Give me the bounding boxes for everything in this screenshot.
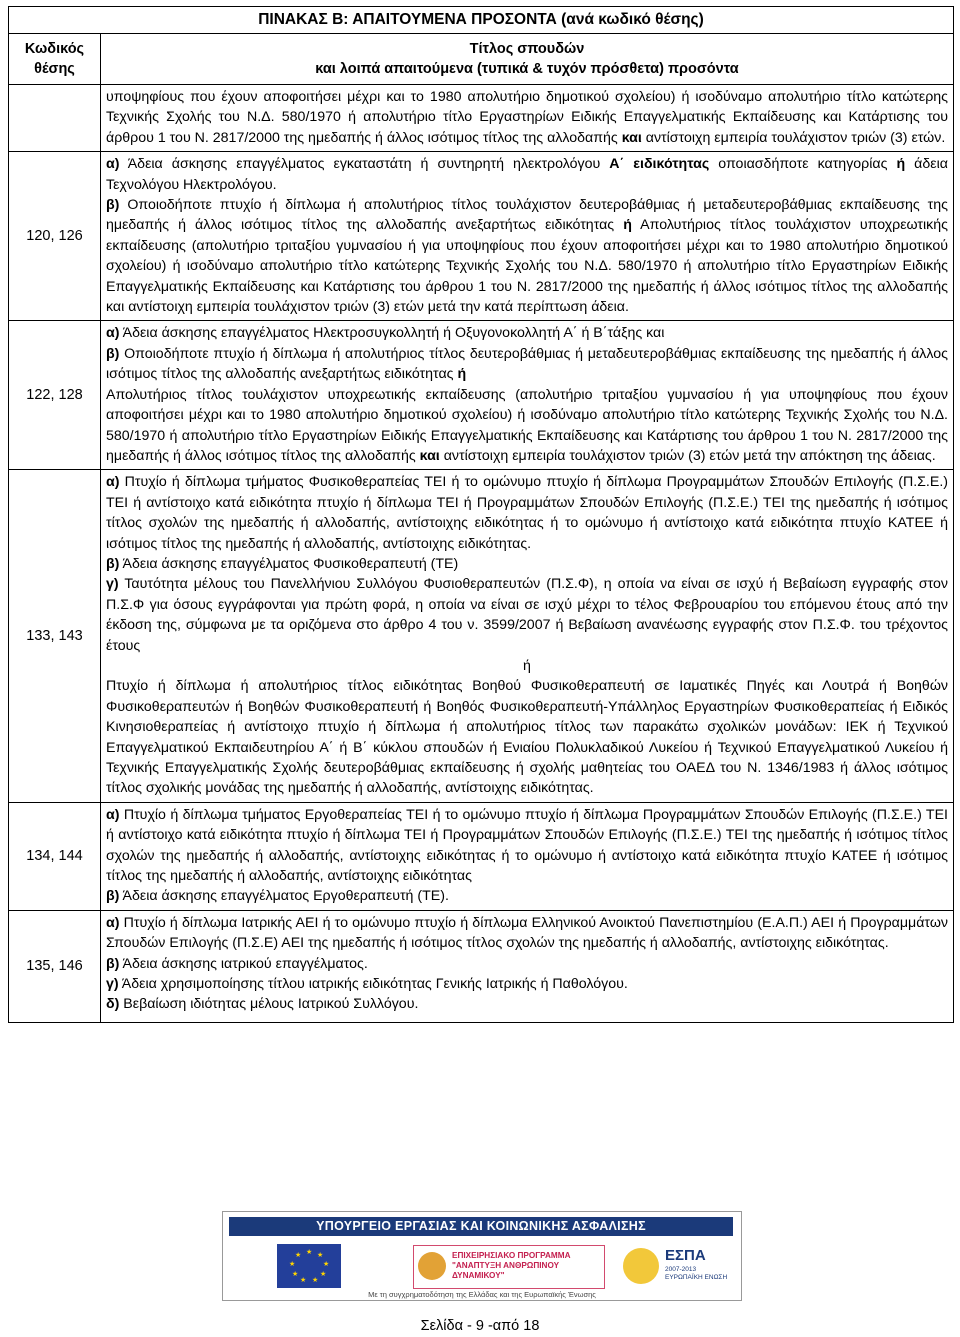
text-run-bold: ή xyxy=(623,217,632,234)
text-run: Άδεια άσκησης επαγγέλματος εγκαταστάτη ή συντηρητή ηλεκτρολόγου xyxy=(119,156,610,173)
text-run: Πτυχίο ή δίπλωμα τμήματος Εργοθεραπείας ΤΕΙ ή το ομώνυμο πτυχίο ή δίπλωμα Προγραμμάτων Σπουδών Επιλογής (Π.Σ.Ε.) ΤΕΙ ή αντίστοιχο κατά ειδικότητα πτυχίο ή δίπλωμα ΤΕΙ ή Προγραμμάτων Σπουδών Επιλογής (Π.Σ.Ε.) ΤΕΙ της ημεδαπής ή ισότιμος τίτλος σχολών της ημεδαπής ή αλλοδαπής, αντίστοιχης ειδικότητας ή το ομώνυμο ή αντίστοιχο κατά ειδικότητα πτυχίο ΚΑΤΕΕ ή ισότιμος τίτλος της ημεδαπής ή αλλοδαπής, αντίστοιχης ειδικότητας xyxy=(106,806,948,885)
table-row xyxy=(9,910,954,1022)
table-row xyxy=(9,152,954,321)
program-name: ΕΠΙΧΕΙΡΗΣΙΑΚΟ ΠΡΟΓΡΑΜΜΑ "ΑΝΑΠΤΥΞΗ ΑΝΘΡΩΠΙΝΟΥ ΔΥΝΑΜΙΚΟΥ" xyxy=(452,1251,571,1280)
cofunding-note: Με τη συγχρηματοδότηση της Ελλάδας και της Ευρωπαϊκής Ένωσης xyxy=(368,1290,596,1299)
espa-subtitle: 2007-2013 ΕΥΡΩΠΑΪΚΗ ΕΝΩΣΗ xyxy=(665,1266,728,1281)
requirement-b xyxy=(106,886,948,906)
text-run: Οποιοδήποτε πτυχίο ή δίπλωμα ή απολυτήριος τίτλος τουλάχιστον δευτεροβάθμιας ή μεταδευτεροβάθμιας εκπαίδευσης της ημεδαπής ή άλλος ισότιμος τίτλος της αλλοδαπής ανεξαρτήτως ειδικότητας xyxy=(106,197,948,234)
espa-emblem-icon xyxy=(623,1248,659,1284)
or-separator: ή xyxy=(523,657,531,674)
item-marker: α) xyxy=(106,325,120,342)
item-marker: α) xyxy=(106,474,120,491)
table-title-row xyxy=(9,7,954,34)
position-code: 120, 126 xyxy=(9,152,101,321)
requirement-a xyxy=(106,154,948,195)
header-desc-cell xyxy=(101,34,954,85)
requirement-g xyxy=(106,974,948,994)
requirement-b xyxy=(106,954,948,974)
text-run-bold: και xyxy=(419,447,440,464)
table-row xyxy=(9,470,954,803)
text-run: Άδεια άσκησης επαγγέλματος Εργοθεραπευτή (ΤΕ). xyxy=(119,888,449,905)
text-run-bold: Α΄ ειδικότητας xyxy=(609,156,710,173)
page xyxy=(8,6,953,1023)
requirement-b xyxy=(106,554,948,574)
requirement-a xyxy=(106,323,948,343)
text-run: Ταυτότητα μέλους του Πανελλήνιου Συλλόγου Φυσιοθεραπευτών (Π.Σ.Φ), η οποία να είναι σε ισχύ ή Βεβαίωση εγγραφής στον Π.Σ.Φ για όσους εγγράφονται για πρώτη φορά, η οποία να είναι σε ισχύ μέχρι το τέλος Φεβρουαρίου του επόμενου έτους από την έκδοση της, σύμφωνα με τα οριζόμενα στο άρθρο 4 του ν. 3599/2007 ή Βεβαίωση ανανέωσης εγγραφής στον Π.Σ.Φ. του τρέχοντος έτους xyxy=(106,576,948,654)
requirements-text xyxy=(101,802,954,910)
espa-logo xyxy=(619,1244,729,1288)
position-code xyxy=(9,85,101,152)
item-marker: β) xyxy=(106,345,120,362)
table-row xyxy=(9,321,954,470)
text-run-bold: και xyxy=(621,129,642,146)
text-run: Άδεια άσκησης επαγγέλματος Φυσικοθεραπευτή (ΤΕ) xyxy=(119,555,459,572)
requirement-a xyxy=(106,805,948,887)
requirements-text xyxy=(101,85,954,152)
table-row xyxy=(9,85,954,152)
text-run: Άδεια άσκησης ιατρικού επαγγέλματος. xyxy=(119,955,368,972)
header-code-cell xyxy=(9,34,101,85)
requirement-a xyxy=(106,472,948,554)
text-run: Οποιοδήποτε πτυχίο ή δίπλωμα ή απολυτήριος τίτλος δευτεροβάθμιας ή μεταδευτεροβάθμιας εκπαίδευσης της ημεδαπής ή άλλος ισότιμος τίτλος της αλλοδαπής ανεξαρτήτως ειδικότητας xyxy=(106,345,948,383)
text-run-bold: ή xyxy=(457,366,467,383)
header-desc-line1: Τίτλος σπουδών xyxy=(469,41,585,57)
ministry-band: ΥΠΟΥΡΓΕΙΟ ΕΡΓΑΣΙΑΣ ΚΑΙ ΚΟΙΝΩΝΙΚΗΣ ΑΣΦΑΛΙΣΗΣ xyxy=(229,1217,733,1236)
text-run: υποψηφίους που έχουν αποφοιτήσει μέχρι και το 1980 απολυτήριο δημοτικού σχολείου) ή ισοδύναμο απολυτήριο τίτλο κατώτερης Τεχνικής Σχολής του Ν.Δ. 580/1970 ή απολυτήριο τίτλο Εργαστηρίων Ειδικής Επαγγελματικής Εκπαίδευσης και Κατάρτισης του άρθρου 1 του Ν. 2817/2000 της ημεδαπής ή άλλος ισότιμος τίτλος της αλλοδαπής xyxy=(106,89,948,146)
text-run: Πτυχίο ή δίπλωμα τμήματος Φυσικοθεραπείας ΤΕΙ ή το ομώνυμο πτυχίο ή δίπλωμα Προγραμμάτων Σπουδών Επιλογής (Π.Σ.Ε.) ΤΕΙ ή αντίστοιχο κατά ειδικότητα πτυχίο ή δίπλωμα ΤΕΙ ή Προγραμμάτων Σπουδών Επιλογής (Π.Σ.Ε.) ΤΕΙ της ημεδαπής ή ισότιμος τίτλος σχολών της ημεδαπής ή αλλοδαπής, αντίστοιχης ειδικότητας ή το ομώνυμο ή αντίστοιχο κατά ειδικότητα πτυχίο ΚΑΤΕΕ ή ισότιμος τίτλος της ημεδαπής ή αλλοδαπής, αντίστοιχης ειδικότητας. xyxy=(106,474,948,552)
item-marker: α) xyxy=(106,806,120,823)
table-row xyxy=(9,802,954,910)
item-marker: β) xyxy=(106,197,120,214)
item-marker: β) xyxy=(106,888,120,905)
item-marker: α) xyxy=(106,156,120,173)
position-code: 133, 143 xyxy=(9,470,101,803)
requirements-text xyxy=(101,910,954,1022)
item-marker: α) xyxy=(106,914,120,931)
header-code-line1: Κωδικός xyxy=(24,41,85,57)
text-run: Απολυτήριος τίτλος τουλάχιστον υποχρεωτικής εκπαίδευσης (απολυτήριο τριταξίου γυμνασίου ή για υποψηφίους που έχουν αποφοιτήσει μέχρι και το 1980 απολυτήριο δημοτικού σχολείου) ή ισοδύναμο απολυτήριο τίτλο κατώτερης Τεχνικής Σχολής του Ν.Δ. 580/1970 ή απολυτήριο τίτλο Εργαστηρίων Ειδικής Επαγγελματικής Εκπαίδευσης και Κατάρτισης του άρθρου 1 του Ν. 2817/2000 της ημεδαπής ή άλλος ισότιμος τίτλος της αλλοδαπής και αντίστοιχη εμπειρία τουλάχιστον τριών (3) ετών μετά την κατά περίπτωση άδεια. xyxy=(106,217,949,316)
eu-flag-icon: ★ ★ ★ ★ ★ ★ ★ ★ ★ xyxy=(277,1244,341,1288)
item-marker: γ) xyxy=(106,976,119,993)
requirement-d xyxy=(106,994,948,1014)
position-code: 122, 128 xyxy=(9,321,101,470)
position-code: 134, 144 xyxy=(9,802,101,910)
text-run: Απολυτήριος τίτλος τουλάχιστον υποχρεωτικής εκπαίδευσης (απολυτήριο τριταξίου γυμνασίου ή για υποψηφίους που έχουν αποφοιτήσει μέχρι και το 1980 απολυτήριο δημοτικού σχολείου) ή ισοδύναμο απολυτήριο τίτλο κατώτερης Τεχνικής Σχολής του Ν.Δ. 580/1970 ή απολυτήριο τίτλο Εργαστηρίων Ειδικής Επαγγελματικής Εκπαίδευσης και Κατάρτισης του άρθρου 1 του Ν. 2817/2000 της ημεδαπής ή άλλος ισότιμος τίτλος της αλλοδαπής xyxy=(106,386,948,464)
header-desc-line2: και λοιπά απαιτούμενα (τυπικά & τυχόν πρόσθετα) προσόντα xyxy=(315,61,739,77)
text-run: Πτυχίο ή δίπλωμα Ιατρικής ΑΕΙ ή το ομώνυμο πτυχίο ή δίπλωμα Ελληνικού Ανοικτού Πανεπιστημίου (Ε.Α.Π.) ΑΕΙ ή Προγραμμάτων Σπουδών Επιλογής (Π.Σ.Ε) ΑΕΙ της ημεδαπής ή ισότιμος τίτλος σχολών της ημεδαπής ή αλλοδαπής, αντίστοιχης ειδικότητας. xyxy=(106,914,948,952)
requirements-text xyxy=(101,152,954,321)
program-emblem-icon xyxy=(418,1252,446,1280)
page-number: Σελίδα - 9 -από 18 xyxy=(420,1318,540,1334)
item-marker: β) xyxy=(106,555,120,572)
text-run: Άδεια χρησιμοποίησης τίτλου ιατρικής ειδικότητας Γενικής Ιατρικής ή Παθολόγου. xyxy=(118,976,628,993)
text-run: αντίστοιχη εμπειρία τουλάχιστον τριών (3) ετών μετά την απόκτηση της άδειας. xyxy=(439,447,936,464)
requirement-b xyxy=(106,195,948,317)
funding-logo-banner xyxy=(222,1211,742,1301)
text-run: οποιασδήποτε κατηγορίας xyxy=(709,156,897,173)
requirement-paragraph xyxy=(106,87,948,148)
requirement-a xyxy=(106,913,948,954)
text-run: αντίστοιχη εμπειρία τουλάχιστον τριών (3) ετών. xyxy=(641,129,946,146)
text-run-bold: ή xyxy=(896,156,906,173)
item-marker: δ) xyxy=(106,996,120,1013)
espa-title: ΕΣΠΑ xyxy=(665,1247,706,1264)
program-logo xyxy=(413,1245,605,1289)
requirements-table xyxy=(8,6,954,1023)
requirement-alt: Πτυχίο ή δίπλωμα ή απολυτήριος τίτλος ειδικότητας Βοηθού Φυσικοθεραπευτή σε Ιαματικές Πηγές και Λουτρά ή Βοηθών Φυσικοθεραπευτών ή Βοηθών Φυσικοθεραπευτή ή Βοηθός Φυσικοθεραπευτή-Υπάλληλος Εργαστηρίων Φυσικοθεραπείας ή Ειδικός Κινησιοθεραπείας ή αντίστοιχο πτυχίο ή δίπλωμα ή απολυτήριος τίτλος των παρακάτω σχολικών μονάδων: ΙΕΚ ή Τεχνικού Επαγγελματικού Εκπαιδευτηρίου Α΄ ή Β΄ κύκλου σπουδών ή Ενιαίου Πολυκλαδικού Λυκείου ή Τεχνικού Επαγγελματικού Λυκείου ή Τεχνικής Επαγγελματικής Σχολής δευτεροβάθμιας εκπαίδευσης ή σχολής μαθητείας του ΟΑΕΔ του Ν. 1346/1983 ή άλλος ισότιμος τίτλος σχολικής μονάδας της ημεδαπής ή αλλοδαπής, αντίστοιχης ειδικότητας. xyxy=(106,678,948,797)
table-title: ΠΙΝΑΚΑΣ Β: ΑΠΑΙΤΟΥΜΕΝΑ ΠΡΟΣΟΝΤΑ (ανά κωδικό θέσης) xyxy=(9,7,954,34)
text-run: άδεια Τεχνολόγου Ηλεκτρολόγου. xyxy=(106,156,948,193)
requirements-text xyxy=(101,321,954,470)
table-header-row xyxy=(9,34,954,85)
item-marker: β) xyxy=(106,955,120,972)
requirement-b-alt xyxy=(106,385,948,467)
text-run: Άδεια άσκησης επαγγέλματος Ηλεκτροσυγκολλητή ή Οξυγονοκολλητή Α΄ ή Β΄τάξης και xyxy=(119,325,665,342)
requirements-text xyxy=(101,470,954,803)
requirement-g xyxy=(106,574,948,656)
text-run: Βεβαίωση ιδιότητας μέλους Ιατρικού Συλλόγου. xyxy=(119,996,419,1013)
item-marker: γ) xyxy=(106,576,119,593)
requirement-b xyxy=(106,344,948,385)
header-code-line2: θέσης xyxy=(34,61,75,77)
position-code: 135, 146 xyxy=(9,910,101,1022)
